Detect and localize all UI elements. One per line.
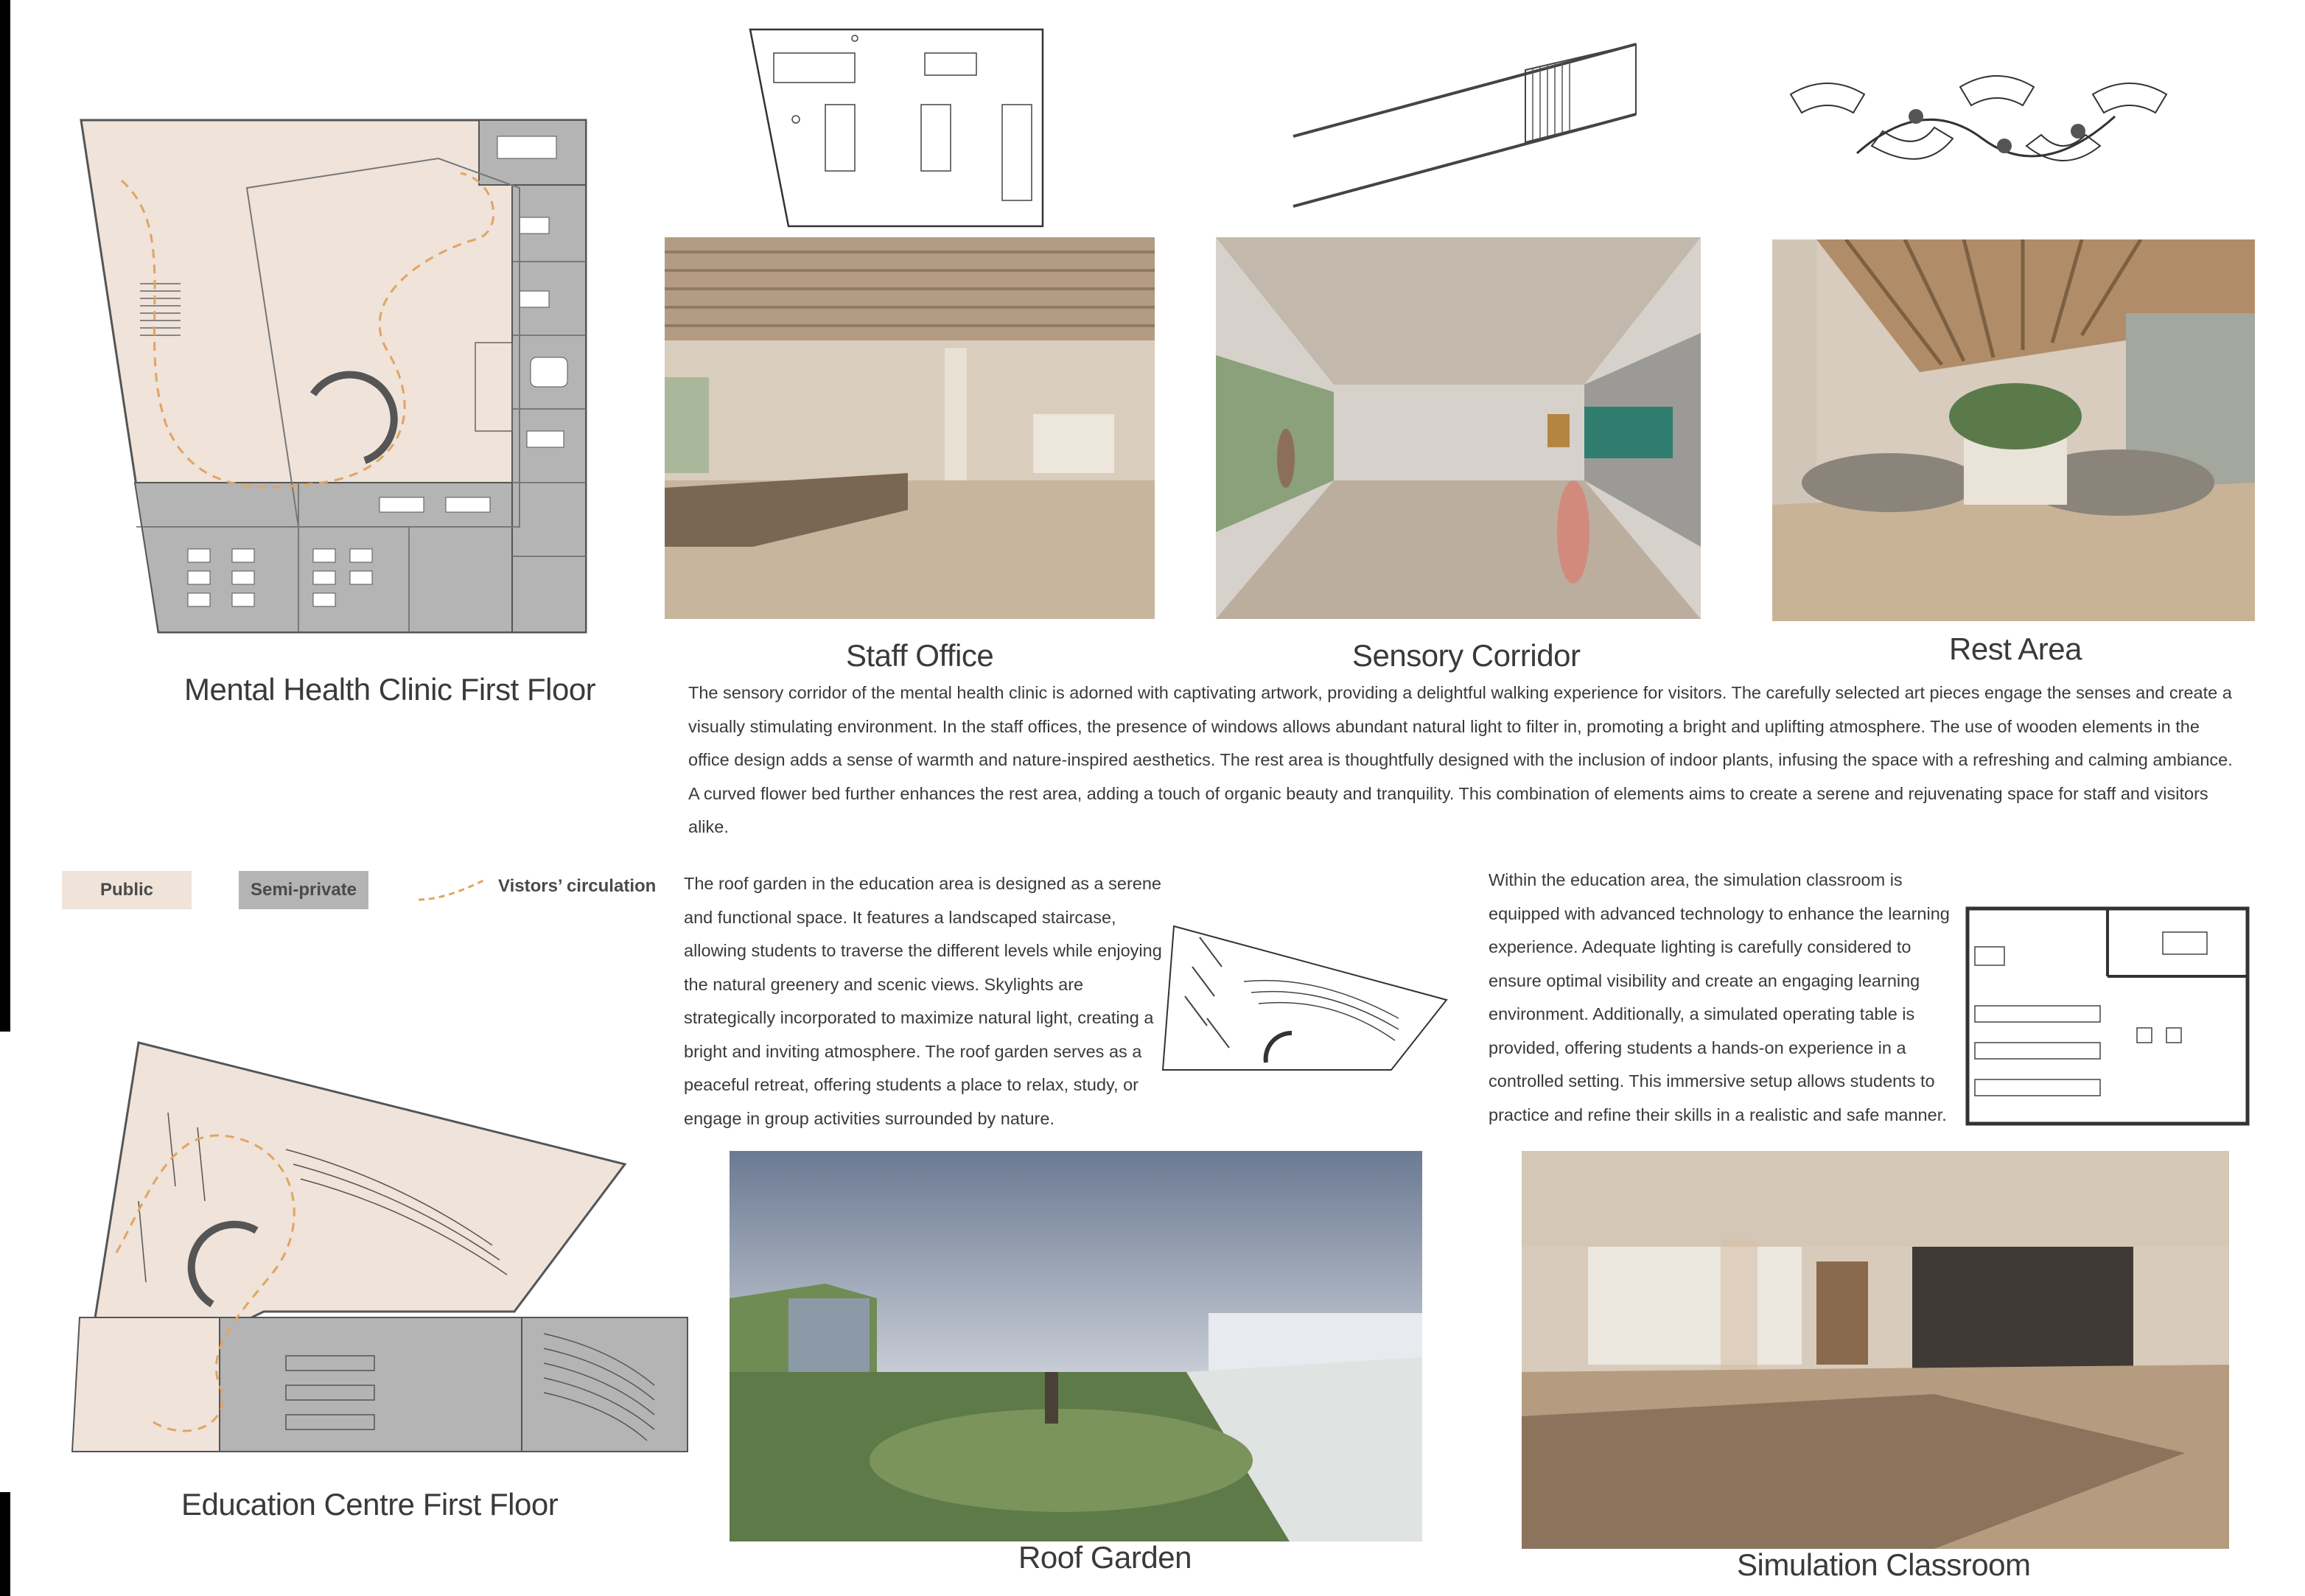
clinic-floor-plan: [77, 114, 593, 637]
roof-garden-description: The roof garden in the education area is designed as a serene and functional space. It features a landscaped staircase, allowing students to traverse the different levels while enjoying the natural greenery and scenic views. Skylights are strategically incorporated to maximize natural light, creating a bright and inviting atmosphere. The roof garden serves as a peaceful retreat, offering students a place to relax, study, or engage in group activities surrounded by nature.: [684, 874, 1162, 1128]
legend-public: [62, 871, 192, 909]
legend-semi-private: [239, 871, 368, 909]
staff-office-rendering: [665, 237, 1155, 619]
legend-public-label: Public: [99, 880, 153, 900]
clinic-description: The sensory corridor of the mental health clinic is adorned with captivating artwork, providing a delightful walking experience for visitors. The carefully selected art pieces engage the senses and create a visually stimulating environment. In the staff offices, the presence of windows allows abundant natural light to filter in, promoting a bright and uplifting atmosphere. The use of wooden elements in the office design adds a sense of warmth and nature-inspired aesthetics. The rest area is thoughtfully designed with the inclusion of indoor plants, infusing the space with a refreshing and calming ambiance. A curved flower bed further enhances the rest area, adding a touch of organic beauty and tranquility. This combination of elements aims to create a serene and rejuvenating space for staff and visitors alike.: [688, 683, 2233, 836]
legend-semi-private-label: Semi-private: [250, 880, 357, 900]
rest-area-rendering: [1772, 239, 2255, 621]
caption-education-floor: Education Centre First Floor: [181, 1487, 559, 1522]
sensory-corridor-plan-sketch: [1290, 37, 1643, 214]
circulation-line-icon: [416, 875, 489, 904]
caption-roof-garden: Roof Garden: [1018, 1540, 1192, 1575]
staff-office-plan-sketch: [744, 24, 1046, 231]
caption-clinic-floor: Mental Health Clinic First Floor: [184, 672, 596, 707]
caption-simulation-classroom: Simulation Classroom: [1737, 1547, 2031, 1582]
simulation-classroom-rendering: [1522, 1151, 2229, 1549]
legend-circulation: [416, 873, 659, 907]
classroom-description: Within the education area, the simulation classroom is equipped with advanced technology to enhance the learning experience. Adequate lighting is carefully considered to ensure optimal visibility and create an engaging learning environment. Additionally, a simulated operating table is provided, offering students a hands-on experience in a controlled setting. This immersive setup allows students to practice and refine their skills in a realistic and safe manner.: [1489, 870, 1950, 1124]
education-floor-plan: [65, 1039, 691, 1455]
roof-garden-rendering: [730, 1151, 1422, 1541]
caption-staff-office: Staff Office: [846, 638, 994, 673]
edge-bar-bottom: [0, 1492, 10, 1596]
legend-circulation-label: Vistors’ circulation: [498, 876, 657, 896]
roof-garden-plan-sketch: [1155, 923, 1450, 1074]
caption-rest-area: Rest Area: [1949, 631, 2082, 666]
caption-sensory-corridor: Sensory Corridor: [1352, 638, 1581, 673]
classroom-plan-sketch: [1960, 903, 2255, 1130]
rest-area-plan-sketch: [1783, 65, 2196, 201]
edge-bar-top: [0, 0, 10, 1032]
sensory-corridor-rendering: [1216, 237, 1701, 619]
